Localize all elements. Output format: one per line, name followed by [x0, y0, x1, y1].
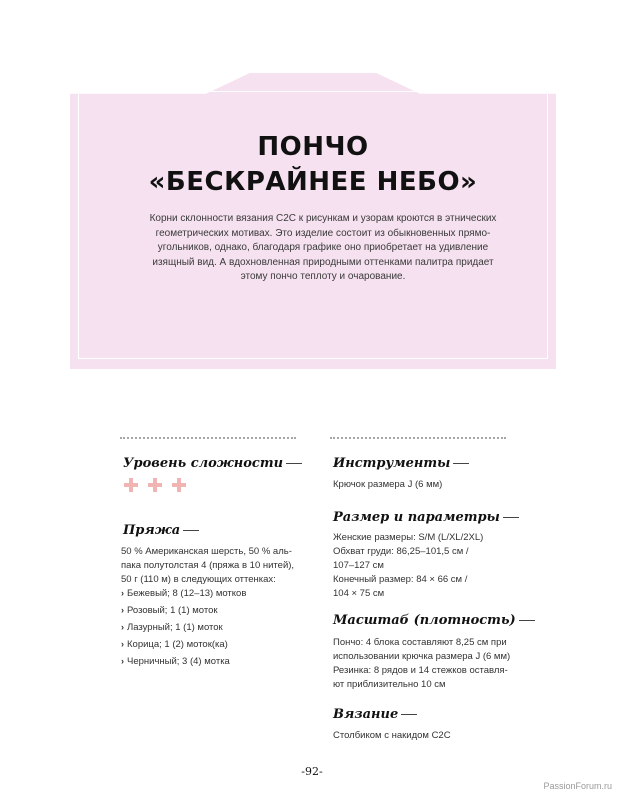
page-number: -92-	[301, 765, 323, 778]
dotted-divider-left	[120, 437, 296, 439]
size-line: Обхват груди: 86,25–101,5 см /	[333, 546, 469, 557]
difficulty-plus-icon	[172, 478, 186, 492]
yarn-desc-line: 50 % Американская шерсть, 50 % аль-	[121, 546, 292, 557]
tools-heading: Инструменты	[333, 456, 469, 471]
stitch-heading: Вязание	[333, 707, 417, 722]
page-title-line-2: «БЕСКРАЙНЕЕ НЕБО»	[148, 167, 478, 197]
chevron-right-icon: ›	[121, 656, 124, 666]
difficulty-heading: Уровень сложности	[123, 456, 302, 471]
yarn-desc-line: пака полутолстая 4 (пряжа в 10 нитей),	[121, 560, 295, 571]
yarn-desc-line: 50 г (110 м) в следующих оттенках:	[121, 574, 276, 585]
size-heading: Размер и параметры	[333, 510, 519, 525]
size-line: Конечный размер: 84 × 66 см /	[333, 574, 468, 585]
size-line: Женские размеры: S/M (L/XL/2XL)	[333, 532, 484, 543]
intro-paragraph: Корни склонности вязания C2C к рисункам и узорам кроются в этнических геометрических мотивах. Это изделие состоит из обыкновенных прямо-угольников, однако, благодаря графике оно приобретает на удивление изящный вид. А вдохновленная природными оттенками палитра придает этому пончо теплоту и очарование.	[149, 213, 497, 282]
yarn-color-item: › Бежевый; 8 (12–13) мотков	[121, 588, 247, 599]
yarn-color-item: › Черничный; 3 (4) мотка	[121, 656, 230, 667]
difficulty-plus-icon	[148, 478, 162, 492]
yarn-color-list	[121, 585, 246, 670]
yarn-color-item: › Корица; 1 (2) моток(ка)	[121, 639, 228, 650]
yarn-color-item: › Лазурный; 1 (1) моток	[121, 622, 223, 633]
dotted-divider-right	[330, 437, 506, 439]
chevron-right-icon: ›	[121, 605, 124, 615]
yarn-heading: Пряжа	[123, 523, 199, 538]
page-title-line-1: ПОНЧО	[257, 132, 369, 162]
yarn-color-item: › Розовый; 1 (1) моток	[121, 605, 218, 616]
chevron-right-icon: ›	[121, 622, 124, 632]
chevron-right-icon: ›	[121, 639, 124, 649]
size-line: 104 × 75 см	[333, 588, 385, 599]
gauge-line: Пончо: 4 блока составляют 8,25 см при	[333, 637, 507, 648]
gauge-line: Резинка: 8 рядов и 14 стежков оставля-	[333, 665, 508, 676]
gauge-line: использовании крючка размера J (6 мм)	[333, 651, 511, 662]
stitch-text: Столбиком с накидом C2C	[333, 730, 451, 741]
difficulty-plus-icon	[124, 478, 138, 492]
watermark: PassionForum.ru	[543, 781, 612, 791]
tools-text: Крючок размера J (6 мм)	[333, 479, 443, 490]
size-line: 107–127 см	[333, 560, 384, 571]
chevron-right-icon: ›	[121, 588, 124, 598]
gauge-line: ют приблизительно 10 см	[333, 679, 446, 690]
gauge-heading: Масштаб (плотность)	[333, 613, 535, 628]
